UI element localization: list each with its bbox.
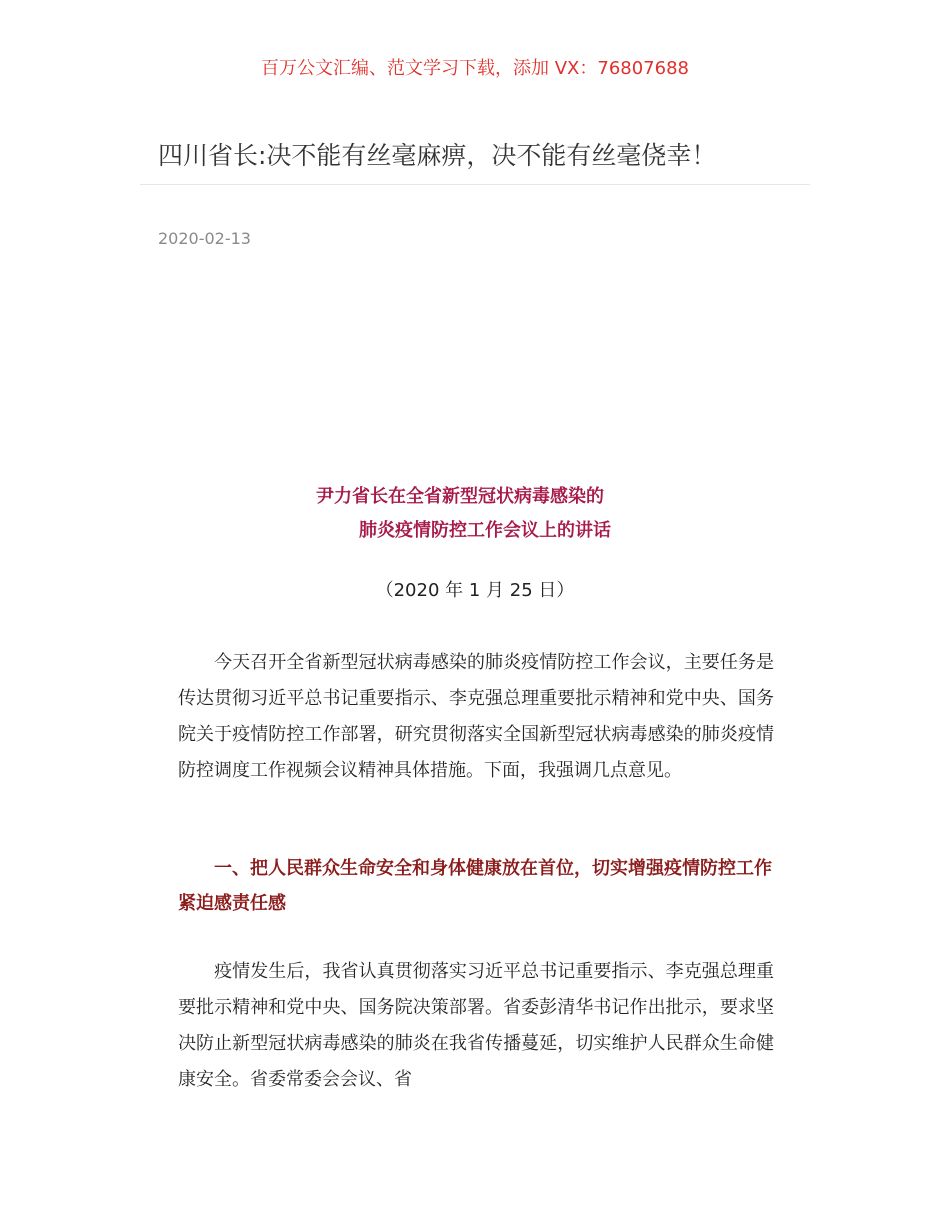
promo-banner: 百万公文汇编、范文学习下载，添加 VX：76807688	[261, 58, 689, 79]
speech-heading-line2: 肺炎疫情防控工作会议上的讲话	[359, 520, 611, 541]
title-divider	[140, 184, 810, 185]
paragraph-1-text: 今天召开全省新型冠状病毒感染的肺炎疫情防控工作会议，主要任务是传达贯彻习近平总书记重要指示、李克强总理重要批示精神和党中央、国务院关于疫情防控工作部署，研究贯彻落实全国新型冠状病毒感染的肺炎疫情防控调度工作视频会议精神具体措施。下面，我强调几点意见。	[178, 652, 774, 781]
speech-date: （2020 年 1 月 25 日）	[375, 580, 575, 601]
body-paragraph	[178, 954, 774, 1098]
publish-date: 2020-02-13	[158, 229, 251, 248]
speech-heading	[0, 480, 950, 548]
section-1-heading-text: 一、把人民群众生命安全和身体健康放在首位，切实增强疫情防控工作紧迫感责任感	[178, 858, 772, 914]
speech-heading-line1: 尹力省长在全省新型冠状病毒感染的	[316, 486, 604, 507]
body-paragraph	[178, 645, 774, 789]
article-title: 四川省长:决不能有丝毫麻痹，决不能有丝毫侥幸！	[158, 141, 717, 170]
section-heading	[178, 851, 774, 921]
paragraph-2-text: 疫情发生后，我省认真贯彻落实习近平总书记重要指示、李克强总理重要批示精神和党中央、国务院决策部署。省委彭清华书记作出批示，要求坚决防止新型冠状病毒感染的肺炎在我省传播蔓延，切实维护人民群众生命健康安全。省委常委会会议、省	[178, 961, 774, 1090]
